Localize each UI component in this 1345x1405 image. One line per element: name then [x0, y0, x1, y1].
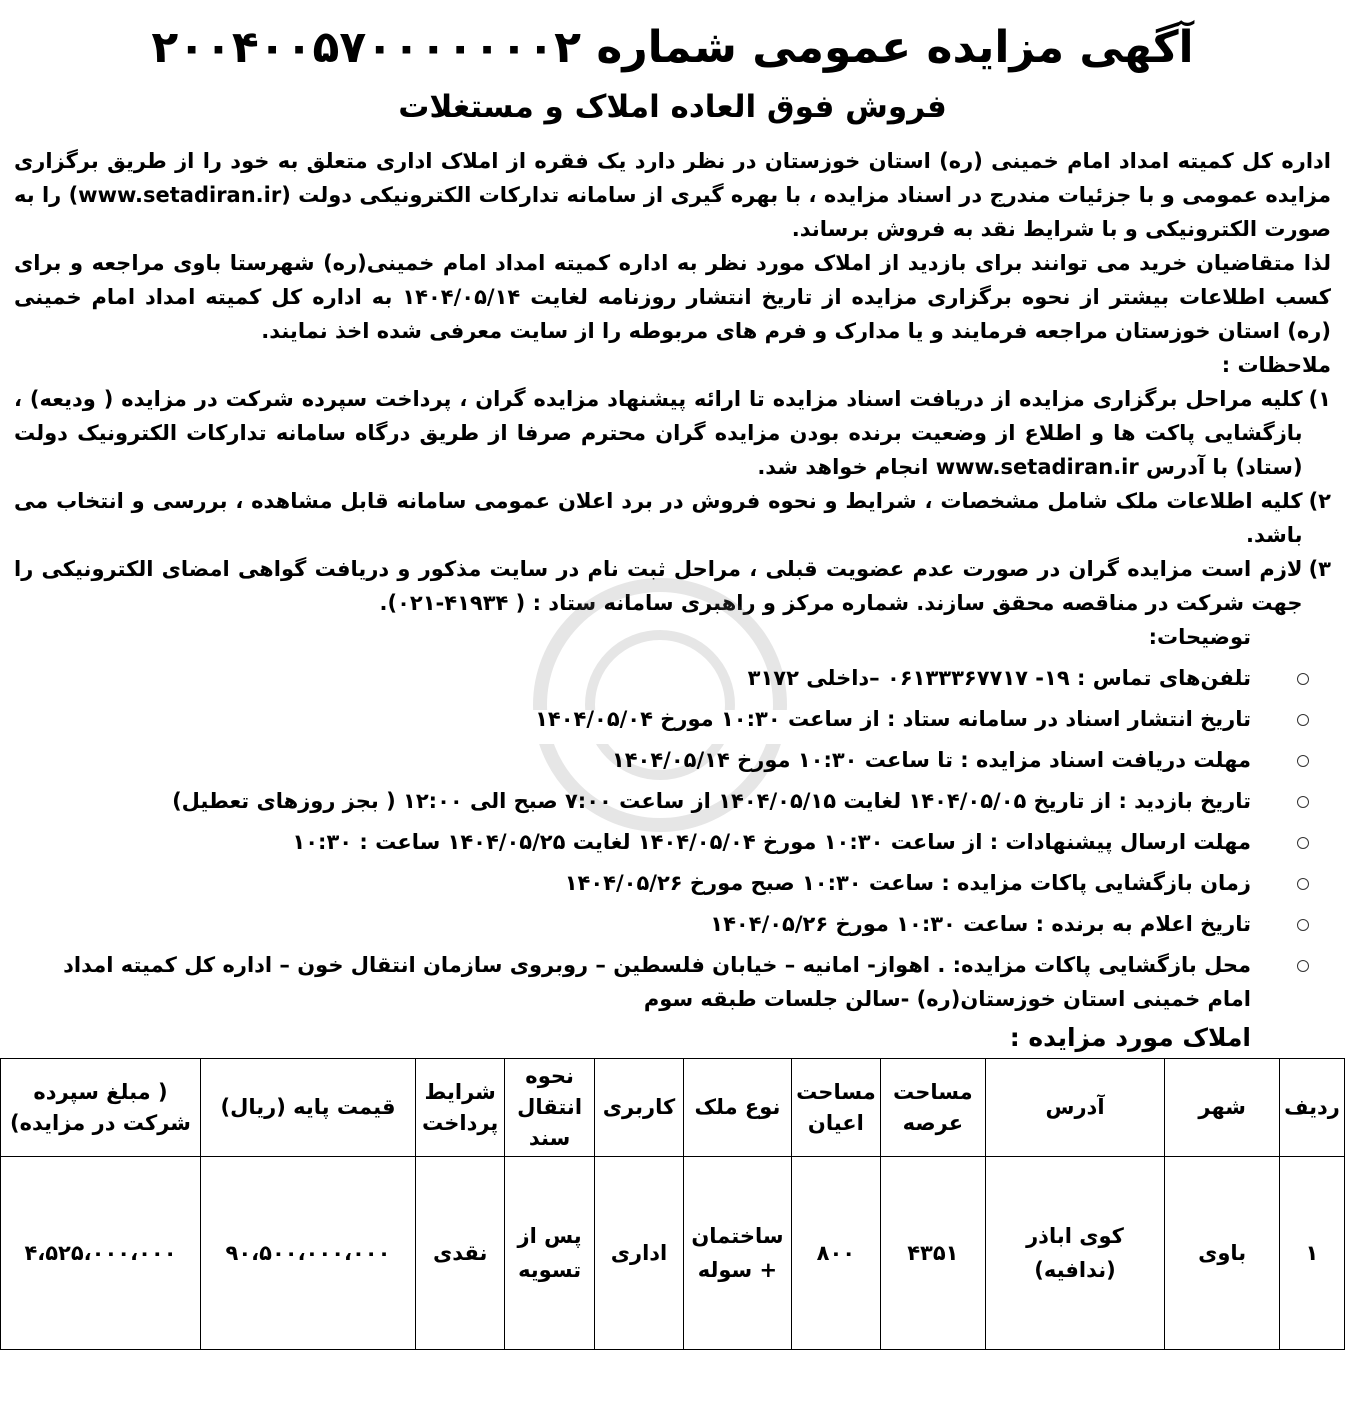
- detail-text: تلفن‌های تماس : ۱۹- ۰۶۱۳۳۳۶۷۷۱۷ –داخلی ۳۱۷۲: [747, 666, 1251, 690]
- column-header: شرایط پرداخت: [415, 1059, 504, 1157]
- intro-paragraph-2: لذا متقاضیان خرید می توانند برای بازدید از املاک مورد نظر به اداره کمیته امداد امام خمینی(ره) شهرستا باوی مراجعه و برای کسب اطلاعات بیشتر از نحوه برگزاری مزایده از تاریخ انتشار روزنامه لغایت ۱۴۰۴/۰۵/۱۴ به اداره کل کمیته امداد امام خمینی (ره) استان خوزستان مراجعه فرمایند و یا مدارک و فرم های مربوطه را از سایت معرفی شده اخذ نمایند.: [14, 251, 1331, 343]
- column-header: ( مبلغ سپرده شرکت در مزایده): [1, 1059, 201, 1157]
- note-item: [14, 382, 1331, 484]
- note-number: ۲): [1308, 489, 1331, 513]
- circle-bullet-icon: [1297, 960, 1309, 972]
- detail-text: محل بازگشایی پاکات مزایده: . اهواز- امانیه – خیابان فلسطین – روبروی سازمان انتقال خون – اداره کل کمیته امداد امام خمینی استان خوزستان(ره) -سالن جلسات طبقه سوم: [63, 953, 1251, 1011]
- table-cell: باوی: [1165, 1157, 1280, 1350]
- details-list: [14, 661, 1331, 1016]
- column-header: مساحت اعیان: [791, 1059, 880, 1157]
- note-number: ۳): [1308, 557, 1331, 581]
- detail-item: [14, 907, 1331, 941]
- column-header: نوع ملک: [684, 1059, 791, 1157]
- column-header: نحوه انتقال سند: [505, 1059, 594, 1157]
- properties-title: املاک مورد مزایده :: [1009, 1023, 1251, 1052]
- notice-subtitle: فروش فوق العاده املاک و مستغلات: [398, 89, 947, 125]
- circle-bullet-icon: [1297, 878, 1309, 890]
- detail-item: [14, 866, 1331, 900]
- intro-paragraph-1: اداره کل کمیته امداد امام خمینی (ره) استان خوزستان در نظر دارد یک فقره از املاک اداری متعلق به خود را از طریق برگزاری مزایده عمومی و با جزئیات مندرج در اسناد مزایده ، با بهره گیری از سامانه تدارکات الکترونیکی دولت (www.setadiran.ir) را به صورت الکترونیکی و با شرایط نقد به فروش برساند.: [14, 149, 1331, 241]
- detail-text: تاریخ انتشار اسناد در سامانه ستاد : از ساعت ۱۰:۳۰ مورخ ۱۴۰۴/۰۵/۰۴: [535, 707, 1251, 731]
- table-cell: ۴،۵۲۵،۰۰۰،۰۰۰: [1, 1157, 201, 1350]
- circle-bullet-icon: [1297, 673, 1309, 685]
- detail-text: مهلت دریافت اسناد مزایده : تا ساعت ۱۰:۳۰ مورخ ۱۴۰۴/۰۵/۱۴: [611, 748, 1251, 772]
- circle-bullet-icon: [1297, 714, 1309, 726]
- table-cell: ۹۰،۵۰۰،۰۰۰،۰۰۰: [201, 1157, 416, 1350]
- note-text: کلیه مراحل برگزاری مزایده از دریافت اسناد مزایده تا ارائه پیشنهاد مزایده گران ، پرداخت سپرده شرکت در مزایده ( ودیعه) ، بازگشایی پاکت ها و اطلاع از وضعیت برنده بودن مزایده گران محترم صرفا از طریق درگاه سامانه تدارکات الکترونیک دولت (ستاد) با آدرس www.setadiran.ir انجام خواهد شد.: [14, 387, 1303, 479]
- column-header: مساحت عرصه: [881, 1059, 985, 1157]
- notes-list: [14, 382, 1331, 620]
- column-header: آدرس: [985, 1059, 1165, 1157]
- table-row: [1, 1157, 1345, 1350]
- column-header: کاربری: [594, 1059, 683, 1157]
- properties-table: [0, 1058, 1345, 1350]
- note-text: کلیه اطلاعات ملک شامل مشخصات ، شرایط و نحوه فروش در برد اعلان عمومی سامانه قابل مشاهده ، بررسی و انتخاب می باشد.: [14, 489, 1303, 547]
- detail-item: [14, 743, 1331, 777]
- table-cell: کوی اباذر (ندافیه): [985, 1157, 1165, 1350]
- notes-label: ملاحظات :: [1221, 353, 1331, 377]
- column-header: قیمت پایه (ریال): [201, 1059, 416, 1157]
- table-cell: ۴۳۵۱: [881, 1157, 985, 1350]
- notice-title: آگهی مزایده عمومی شماره ۲۰۰۴۰۰۵۷۰۰۰۰۰۰۰۲: [151, 22, 1194, 73]
- table-cell: اداری: [594, 1157, 683, 1350]
- circle-bullet-icon: [1297, 755, 1309, 767]
- circle-bullet-icon: [1297, 919, 1309, 931]
- detail-item: [14, 948, 1331, 1016]
- table-cell: ساختمان + سوله: [684, 1157, 791, 1350]
- table-cell: ۱: [1279, 1157, 1344, 1350]
- details-label: توضیحات:: [1148, 625, 1251, 649]
- detail-item: [14, 661, 1331, 695]
- detail-text: مهلت ارسال پیشنهادات : از ساعت ۱۰:۳۰ مورخ ۱۴۰۴/۰۵/۰۴ لغایت ۱۴۰۴/۰۵/۲۵ ساعت : ۱۰:۳۰: [292, 830, 1251, 854]
- note-text: لازم است مزایده گران در صورت عدم عضویت قبلی ، مراحل ثبت نام در سایت مذکور و دریافت گواهی امضای الکترونیکی را جهت شرکت در مناقصه محقق سازند. شماره مرکز و راهبری سامانه ستاد : ( ۴۱۹۳۴-۰۲۱).: [14, 557, 1303, 615]
- circle-bullet-icon: [1297, 796, 1309, 808]
- note-item: [14, 552, 1331, 620]
- table-cell: نقدی: [415, 1157, 504, 1350]
- detail-text: تاریخ اعلام به برنده : ساعت ۱۰:۳۰ مورخ ۱۴۰۴/۰۵/۲۶: [710, 912, 1251, 936]
- note-number: ۱): [1308, 387, 1331, 411]
- table-header-row: [1, 1059, 1345, 1157]
- detail-text: زمان بازگشایی پاکات مزایده : ساعت ۱۰:۳۰ صبح مورخ ۱۴۰۴/۰۵/۲۶: [564, 871, 1251, 895]
- column-header: ردیف: [1279, 1059, 1344, 1157]
- detail-text: تاریخ بازدید : از تاریخ ۱۴۰۴/۰۵/۰۵ لغایت ۱۴۰۴/۰۵/۱۵ از ساعت ۷:۰۰ صبح الی ۱۲:۰۰ ( بجز روزهای تعطیل): [172, 789, 1251, 813]
- table-cell: ۸۰۰: [791, 1157, 880, 1350]
- circle-bullet-icon: [1297, 837, 1309, 849]
- column-header: شهر: [1165, 1059, 1280, 1157]
- detail-item: [14, 825, 1331, 859]
- detail-item: [14, 784, 1331, 818]
- detail-item: [14, 702, 1331, 736]
- table-cell: پس از تسویه: [505, 1157, 594, 1350]
- note-item: [14, 484, 1331, 552]
